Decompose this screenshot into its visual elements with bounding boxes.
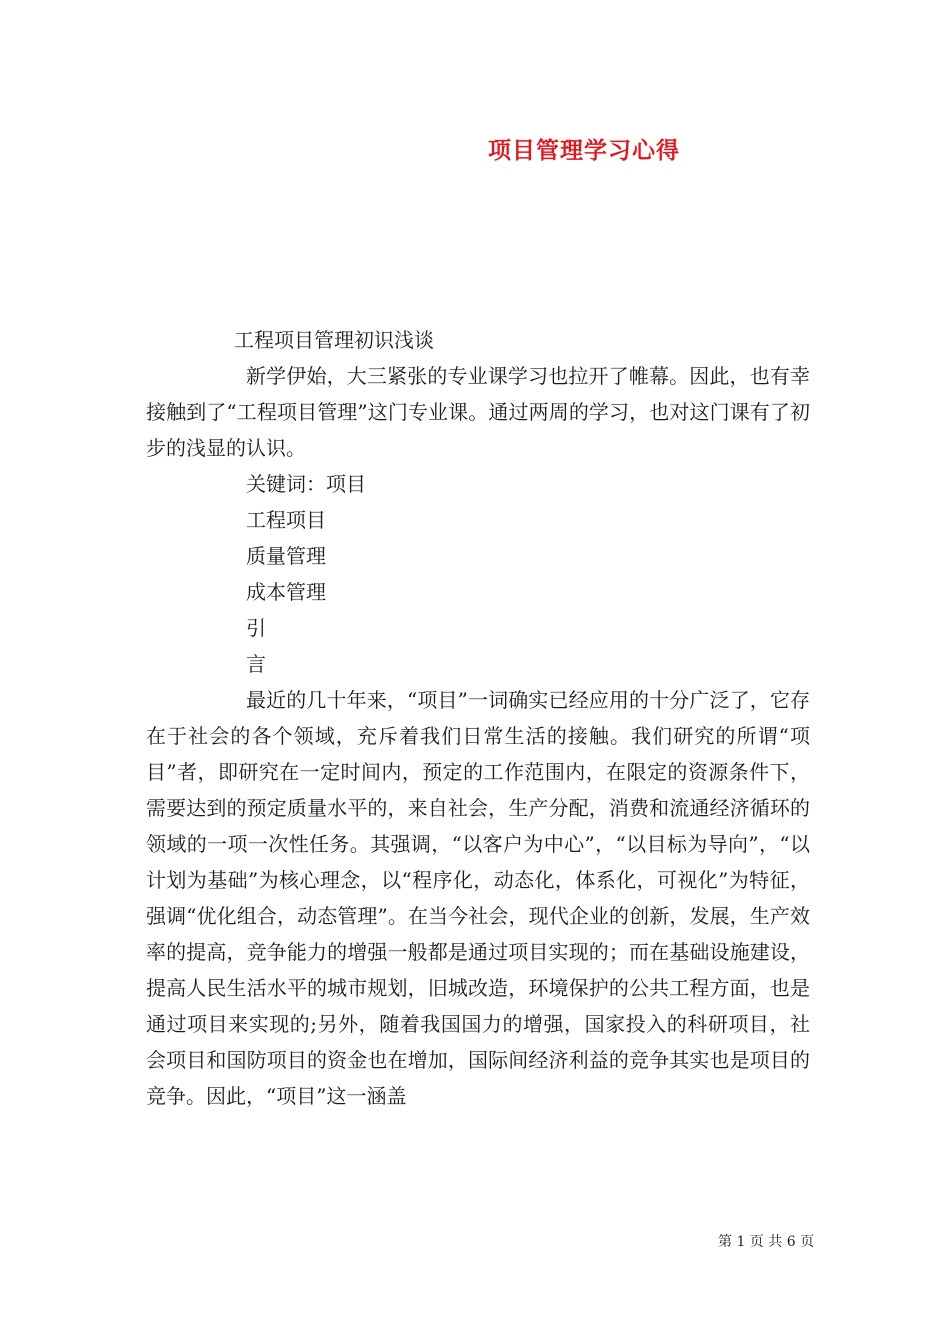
keyword-line: 工程项目: [246, 508, 326, 532]
document-body: [146, 322, 810, 1114]
keyword-line: 质量管理: [246, 544, 326, 568]
document-title: 项目管理学习心得: [488, 137, 680, 164]
keyword-line: 关键词：项目: [246, 472, 366, 496]
body-paragraph: 最近的几十年来，“项目”一词确实已经应用的十分广泛了，它存在于社会的各个领域，充斥着我们日常生活的接触。我们研究的所谓“项目”者，即研究在一定时间内，预定的工作范围内，在限定的资源条件下，需要达到的预定质量水平的，来自社会，生产分配，消费和流通经济循环的领域的一项一次性任务。其强调，“以客户为中心”，“以目标为导向”，“以计划为基础”为核心理念，以“程序化，动态化，体系化，可视化”为特征，强调“优化组合，动态管理”。在当今社会，现代企业的创新，发展，生产效率的提高，竞争能力的增强一般都是通过项目实现的；而在基础设施建设，提高人民生活水平的城市规划，旧城改造，环境保护的公共工程方面，也是通过项目来实现的;另外，随着我国国力的增强，国家投入的科研项目，社会项目和国防项目的资金也在增加，国际间经济利益的竞争其实也是项目的竞争。因此，“项目”这一涵盖: [146, 688, 810, 1108]
section-heading-char: 言: [246, 652, 266, 676]
page-footer: 第 1 页 共 6 页: [718, 1234, 815, 1250]
section-heading-char: 引: [246, 616, 266, 640]
intro-paragraph: 新学伊始，大三紧张的专业课学习也拉开了帷幕。因此，也有幸接触到了“工程项目管理”这门专业课。通过两周的学习，也对这门课有了初步的浅显的认识。: [146, 364, 810, 460]
keyword-line: 成本管理: [246, 580, 326, 604]
article-subtitle: 工程项目管理初识浅谈: [234, 328, 434, 352]
